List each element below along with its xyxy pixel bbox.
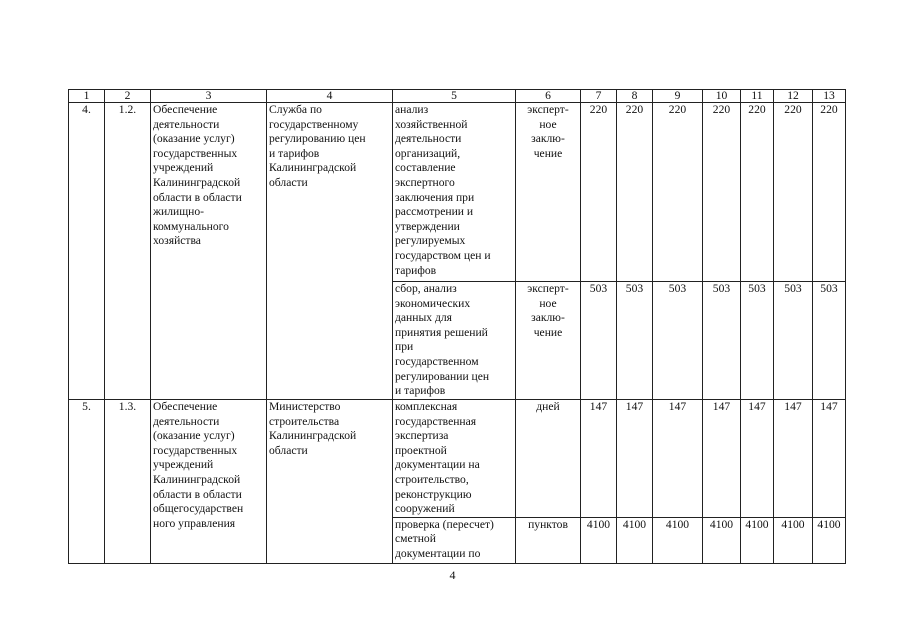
value-cell: 503 — [813, 282, 846, 400]
indicator-name: сбор, анализ экономических данных для принятия решений при государственном регулировании цен и тарифов — [393, 282, 516, 400]
column-number: 9 — [653, 90, 703, 103]
row-number: 4. — [69, 103, 105, 400]
value-cell: 503 — [617, 282, 653, 400]
column-number: 11 — [741, 90, 774, 103]
unit-of-measure: пунктов — [516, 517, 581, 563]
value-cell: 147 — [703, 400, 741, 518]
value-cell: 220 — [774, 103, 813, 282]
value-cell: 4100 — [774, 517, 813, 563]
value-cell: 4100 — [813, 517, 846, 563]
table-row — [69, 400, 846, 518]
service-name: Обеспечение деятельности (оказание услуг) государственных учреждений Калининградской области в области общегосударствен ного управления — [151, 400, 267, 564]
column-number: 8 — [617, 90, 653, 103]
service-name: Обеспечение деятельности (оказание услуг) государственных учреждений Калининградской области в области жилищно- коммунального хозяйства — [151, 103, 267, 400]
column-number: 6 — [516, 90, 581, 103]
value-cell: 147 — [741, 400, 774, 518]
tariff-table — [68, 89, 846, 564]
column-number-row — [69, 90, 846, 103]
value-cell: 220 — [617, 103, 653, 282]
column-number: 5 — [393, 90, 516, 103]
column-number: 3 — [151, 90, 267, 103]
page-number: 4 — [449, 568, 456, 582]
value-cell: 4100 — [617, 517, 653, 563]
value-cell: 147 — [581, 400, 617, 518]
value-cell: 220 — [703, 103, 741, 282]
row-number: 5. — [69, 400, 105, 564]
value-cell: 147 — [774, 400, 813, 518]
value-cell: 4100 — [581, 517, 617, 563]
table-row — [69, 103, 846, 282]
column-number: 10 — [703, 90, 741, 103]
column-number: 4 — [267, 90, 393, 103]
value-cell: 4100 — [653, 517, 703, 563]
authority-name: Министерство строительства Калининградской области — [267, 400, 393, 564]
column-number: 7 — [581, 90, 617, 103]
unit-of-measure: эксперт- ное заклю- чение — [516, 282, 581, 400]
unit-of-measure: дней — [516, 400, 581, 518]
value-cell: 503 — [703, 282, 741, 400]
column-number: 12 — [774, 90, 813, 103]
service-code: 1.2. — [105, 103, 151, 400]
value-cell: 147 — [653, 400, 703, 518]
value-cell: 147 — [617, 400, 653, 518]
value-cell: 220 — [581, 103, 617, 282]
value-cell: 220 — [813, 103, 846, 282]
indicator-name: анализ хозяйственной деятельности организаций, составление экспертного заключения при рассмотрении и утверждении регулируемых государством цен и тарифов — [393, 103, 516, 282]
column-number: 13 — [813, 90, 846, 103]
service-code: 1.3. — [105, 400, 151, 564]
column-number: 1 — [69, 90, 105, 103]
column-number: 2 — [105, 90, 151, 103]
value-cell: 4100 — [703, 517, 741, 563]
unit-of-measure: эксперт- ное заклю- чение — [516, 103, 581, 282]
authority-name: Служба по государственному регулированию цен и тарифов Калининградской области — [267, 103, 393, 400]
value-cell: 147 — [813, 400, 846, 518]
value-cell: 503 — [774, 282, 813, 400]
value-cell: 503 — [653, 282, 703, 400]
value-cell: 503 — [581, 282, 617, 400]
value-cell: 220 — [653, 103, 703, 282]
value-cell: 220 — [741, 103, 774, 282]
indicator-name: комплексная государственная экспертиза проектной документации на строительство, реконструкцию сооружений — [393, 400, 516, 518]
indicator-name: проверка (пересчет) сметной документации по — [393, 517, 516, 563]
value-cell: 503 — [741, 282, 774, 400]
value-cell: 4100 — [741, 517, 774, 563]
